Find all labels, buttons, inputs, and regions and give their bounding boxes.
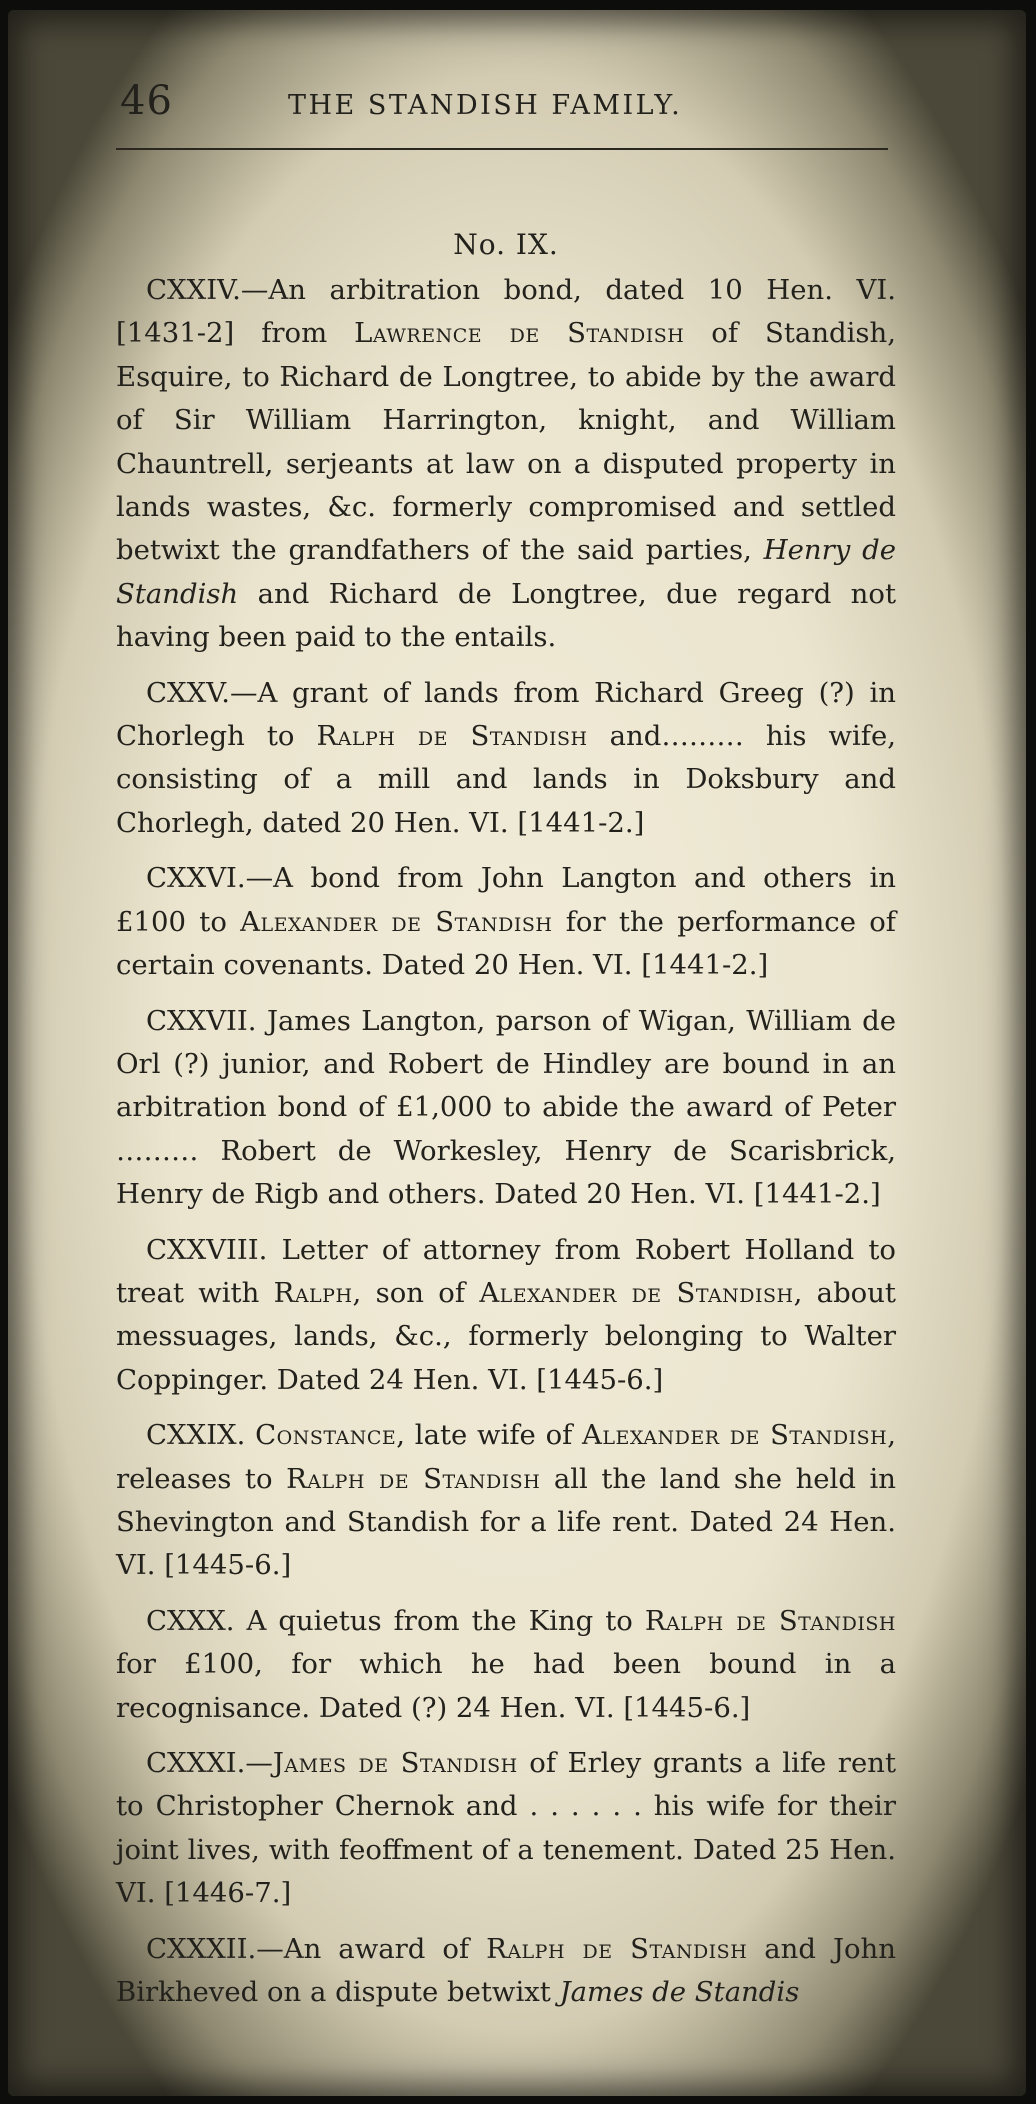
entry-text: CXXV.—A grant of lands from Richard Greeg (?) in Chorlegh to: [116, 676, 896, 753]
entry-text: and John Birkheved on a dispute betwixt: [116, 1932, 896, 2009]
entries-list: [116, 269, 896, 2014]
entry-paragraph: [116, 1600, 896, 1730]
header-rule: [116, 148, 888, 150]
entry-text: , late wife of: [396, 1419, 583, 1452]
name-small-caps: Ralph de Standish: [316, 720, 588, 753]
name-italic: Henry de Standish: [116, 534, 896, 610]
entry-paragraph: [116, 857, 896, 987]
entry-text: CXXX. A quietus from the King to: [146, 1604, 645, 1637]
entry-text: CXXXI.—: [146, 1747, 273, 1779]
entry-paragraph: [116, 1742, 896, 1916]
entry-text: , about messuages, lands, &c., formerly belonging to Walter Coppinger. Dated 24 Hen. VI. [1445-6.]: [116, 1276, 896, 1396]
entry-text: , son of: [352, 1276, 480, 1309]
name-small-caps: Ralph de Standish: [286, 1462, 541, 1495]
entry-paragraph: [116, 1229, 896, 1403]
book-page: [116, 74, 896, 2026]
section-title: No. IX.: [453, 228, 559, 261]
entry-text: , releases to: [116, 1419, 896, 1495]
entry-text: CXXVIII. Letter of attorney from Robert Holland to treat with: [116, 1233, 896, 1309]
entry-text: CXXVII. James Langton, parson of Wigan, William de Orl (?) junior, and Robert de Hindley are bound in an arbitration bond of £1,000 to abide the award of Peter ……… Robert de Workesley, Henry de Scarisbrick, Henry de Rigb and others. Dated 20 Hen. VI. [1441-2.]: [116, 1004, 896, 1211]
running-head: [116, 74, 896, 134]
entry-paragraph: [116, 1414, 896, 1588]
name-small-caps: Alexander de Standish: [240, 905, 553, 938]
name-small-caps: James de Standish: [272, 1747, 518, 1779]
entry-text: for £100, for which he had been bound in a recognisance. Dated (?) 24 Hen. VI. [1445-6.]: [116, 1648, 896, 1724]
name-small-caps: Alexander de Standish: [582, 1419, 888, 1452]
entry-paragraph: [116, 1000, 896, 1217]
entry-text: and……… his wife, consisting of a mill and lands in Doksbury and Chorlegh, dated 20 Hen. VI. [1441-2.]: [116, 720, 896, 839]
entry-text: of Standish, Esquire, to Richard de Longtree, to abide by the award of Sir William Harrington, knight, and William Chauntrell, serjeants at law on a disputed property in lands wastes, &c. formerly compromised and settled betwixt the grandfathers of the said parties,: [116, 317, 896, 567]
page-frame: [8, 10, 1026, 2096]
name-small-caps: Ralph: [273, 1276, 353, 1309]
name-small-caps: Ralph de Standish: [486, 1932, 748, 1965]
entry-text: CXXXII.—An award of: [146, 1932, 487, 1965]
entry-text: and Richard de Longtree, due regard not having been paid to the entails.: [116, 577, 896, 654]
name-small-caps: Ralph de Standish: [644, 1604, 896, 1637]
entry-text: of Erley grants a life rent to Christopher Chernok and . . . . . . his wife for their joint lives, with feoffment of a tenement. Dated 25 Hen. VI. [1446-7.]: [116, 1747, 896, 1910]
name-small-caps: Lawrence de Standish: [354, 317, 685, 350]
running-title: THE STANDISH FAMILY.: [288, 90, 683, 121]
name-small-caps: Constance: [255, 1419, 397, 1452]
entry-text: all the land she held in Shevington and Standish for a life rent. Dated 24 Hen. VI. [1445-6.]: [116, 1462, 896, 1582]
name-italic: James de Standis: [559, 1976, 800, 2009]
entry-paragraph: [116, 1928, 896, 2015]
entry-text: for the performance of certain covenants. Dated 20 Hen. VI. [1441-2.]: [116, 905, 896, 982]
entry-text: CXXIX.: [146, 1419, 256, 1452]
entry-paragraph: [116, 269, 896, 660]
name-small-caps: Alexander de Standish: [479, 1276, 794, 1309]
page-number: 46: [120, 78, 173, 124]
entry-text: CXXVI.—A bond from John Langton and others in £100 to: [116, 862, 896, 938]
entry-paragraph: [116, 672, 896, 846]
entry-text: CXXIV.—An arbitration bond, dated 10 Hen. VI. [1431-2] from: [116, 274, 896, 350]
